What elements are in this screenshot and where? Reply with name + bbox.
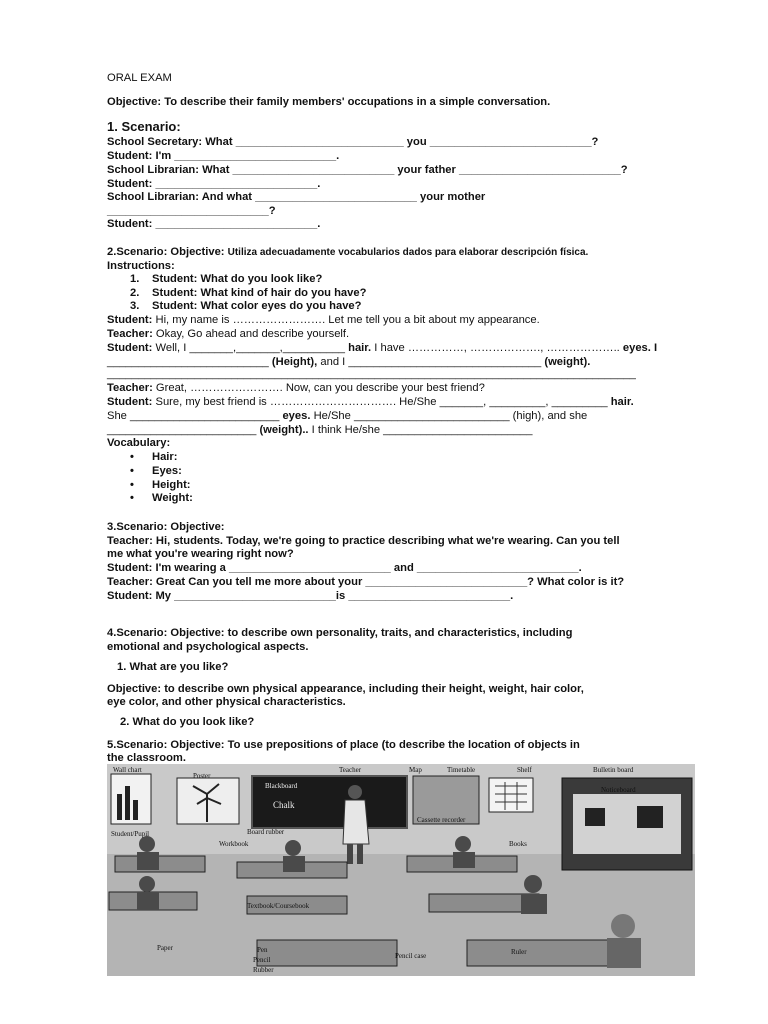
- label-teacher: Teacher: [339, 766, 362, 774]
- exam-title: ORAL EXAM: [107, 72, 172, 84]
- label-cassette: Cassette recorder: [417, 816, 466, 824]
- label-timetable: Timetable: [447, 766, 476, 774]
- scenario4-question: 2. What do you look like?: [120, 716, 255, 728]
- label-noticeboard: Noticeboard: [601, 786, 636, 794]
- scenario4-question: 1. What are you like?: [117, 661, 229, 673]
- classroom-illustration: [107, 764, 695, 976]
- scenario1-line: School Librarian: And what __________________________ your mother: [107, 191, 486, 203]
- vocabulary-item: • Hair:: [130, 451, 178, 463]
- scenario2-heading-note: Utiliza adecuadamente vocabularios dados para elaborar descripción física.: [227, 247, 589, 258]
- dialog-line: Student: Hi, my name is ……………………. Let me tell you a bit about my appearance.: [107, 314, 540, 326]
- main-objective: [107, 96, 550, 109]
- label-paper: Paper: [157, 944, 173, 952]
- dialog-line: __________________________ (Height), and I _______________________________ (weight).: [107, 356, 591, 368]
- label-pen: Pen: [257, 946, 268, 954]
- classroom-drawing: [107, 764, 695, 976]
- scenario2-heading: [107, 246, 588, 259]
- scenario1-heading: 1. Scenario:: [107, 119, 181, 134]
- scenario4-objective: eye color, and other physical characteristics.: [107, 696, 346, 708]
- scenario1-line: __________________________?: [107, 205, 276, 217]
- label-shelf: Shelf: [517, 766, 532, 774]
- label-pencil-case: Pencil case: [395, 952, 427, 960]
- scenario3-line: Teacher: Great Can you tell me more about your __________________________? What color is it?: [107, 576, 625, 588]
- scenario3-line: Teacher: Hi, students. Today, we're going to practice describing what we're wearing. Can you tell: [107, 535, 620, 547]
- instruction-item: 2. Student: What kind of hair do you have?: [130, 287, 367, 299]
- timetable: [489, 778, 533, 812]
- label-map: Map: [409, 766, 422, 774]
- scenario4-objective: Objective: to describe own physical appearance, including their height, weight, hair color,: [107, 683, 584, 695]
- scenario3-line: Student: My __________________________is __________________________.: [107, 590, 514, 602]
- scenario5-heading: 5.Scenario: Objective: To use prepositions of place (to describe the location of objects in: [107, 739, 580, 751]
- label-chalk: Chalk: [273, 800, 295, 810]
- label-rubber: Rubber: [253, 966, 274, 974]
- label-wall-chart: Wall chart: [113, 766, 142, 774]
- dialog-line: Student: Sure, my best friend is ……………………………. He/She _______, _________, _________ hair.: [107, 396, 634, 408]
- vocabulary-item: • Weight:: [130, 492, 193, 504]
- scenario4-heading: 4.Scenario: Objective: to describe own personality, traits, and characteristics, including: [107, 627, 573, 639]
- scenario1-line: Student: I'm __________________________.: [107, 150, 340, 162]
- scenario1-line: School Librarian: What __________________________ your father __________________________?: [107, 164, 628, 176]
- label-books: Books: [509, 840, 527, 848]
- dialog-rule: _____________________________________________________________________________________: [107, 368, 636, 380]
- scenario1-line: Student: __________________________.: [107, 218, 321, 230]
- vocabulary-label: Vocabulary:: [107, 437, 171, 449]
- scenario3-line: Student: I'm wearing a __________________________ and __________________________.: [107, 562, 582, 574]
- scenario4-heading: emotional and psychological aspects.: [107, 641, 309, 653]
- instruction-item: 1. Student: What do you look like?: [130, 273, 323, 285]
- scenario5-heading: the classroom.: [107, 752, 186, 764]
- label-student: Student/Pupil: [111, 830, 150, 838]
- vocabulary-item: • Eyes:: [130, 465, 182, 477]
- label-ruler: Ruler: [511, 948, 527, 956]
- label-board-rubber: Board rubber: [247, 828, 285, 836]
- label-bulletin: Bulletin board: [593, 766, 634, 774]
- vocabulary-item: • Height:: [130, 479, 191, 491]
- dialog-line: Teacher: Okay, Go ahead and describe yourself.: [107, 328, 350, 340]
- dialog-line: She ________________________ eyes. He/She _________________________ (high), and she: [107, 410, 588, 422]
- objective-label: Objective:: [107, 96, 162, 108]
- dialog-line: ________________________ (weight).. I think He/she ________________________: [107, 424, 533, 436]
- scenario1-line: School Secretary: What ___________________________ you __________________________?: [107, 136, 599, 148]
- dialog-line: Student: Well, I _______,_______,__________ hair. I have ……………, ………………., ……………….. eyes. I: [107, 342, 658, 354]
- instruction-item: 3. Student: What color eyes do you have?: [130, 300, 362, 312]
- instructions-label: Instructions:: [107, 260, 175, 272]
- objective-text: To describe their family members' occupations in a simple conversation.: [164, 96, 551, 108]
- scenario1-line: Student: __________________________.: [107, 178, 321, 190]
- label-workbook: Workbook: [219, 840, 249, 848]
- label-textbook: Textbook/Coursebook: [247, 902, 310, 910]
- label-poster: Poster: [193, 772, 211, 780]
- label-pencil: Pencil: [253, 956, 271, 964]
- dialog-line: Teacher: Great, ……………………. Now, can you describe your best friend?: [107, 382, 485, 394]
- scenario2-heading-label: 2.Scenario: Objective:: [107, 246, 225, 258]
- label-blackboard: Blackboard: [265, 782, 298, 790]
- scenario3-line: me what you're wearing right now?: [107, 548, 294, 560]
- scenario3-heading: 3.Scenario: Objective:: [107, 521, 225, 533]
